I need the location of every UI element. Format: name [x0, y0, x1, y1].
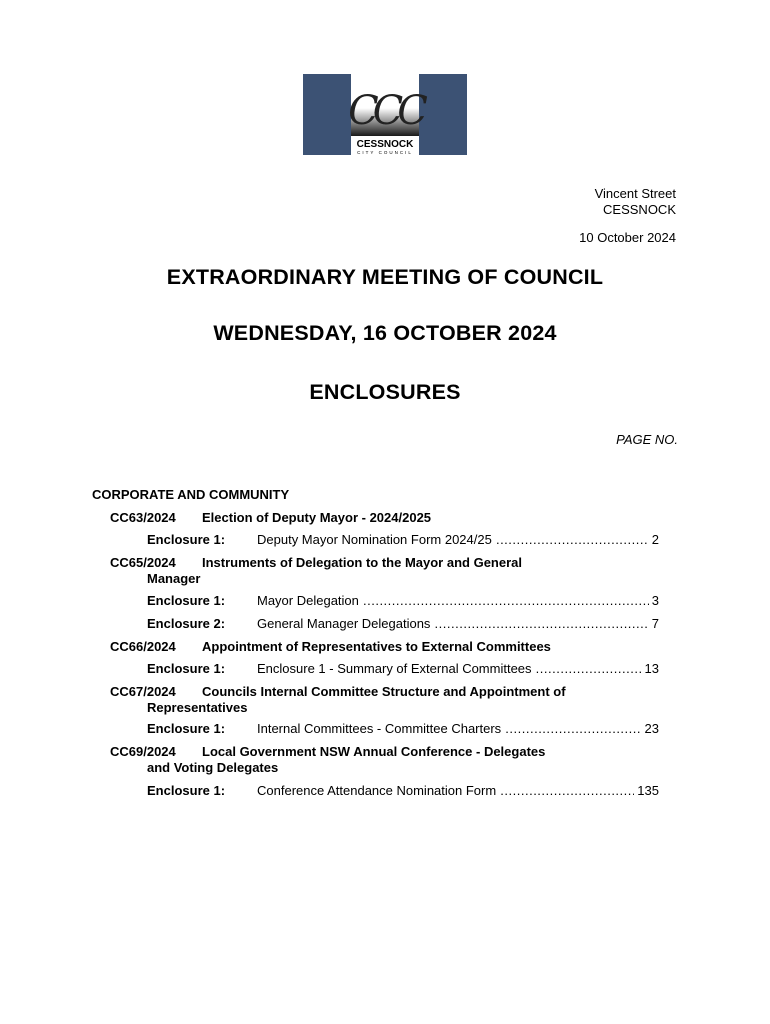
enclosure-page: 2: [651, 532, 659, 547]
item-code: CC66/2024: [110, 639, 176, 654]
enclosure-label: Enclosure 1:: [147, 593, 226, 608]
item-title: Local Government NSW Annual Conference - Delegates: [202, 744, 546, 759]
enclosure-label: Enclosure 1:: [147, 661, 226, 676]
item-title: Election of Deputy Mayor - 2024/2025: [202, 510, 432, 525]
enclosure-row[interactable]: [147, 661, 659, 677]
item-code: CC65/2024: [110, 555, 176, 570]
agenda-item: [110, 684, 590, 716]
enclosure-page: 7: [651, 616, 659, 631]
item-title: Instruments of Delegation to the Mayor and General: [202, 555, 522, 570]
logo-name: CESSNOCK: [356, 139, 414, 150]
item-title-continued: Manager: [147, 571, 201, 586]
logo-subtitle: CITY COUNCIL: [357, 150, 413, 155]
enclosure-page: 3: [651, 593, 659, 608]
enclosure-description: Enclosure 1 - Summary of External Committees .....: [257, 661, 642, 677]
item-title-continued: and Voting Delegates: [147, 760, 279, 775]
meeting-title: EXTRAORDINARY MEETING OF COUNCIL: [166, 265, 604, 289]
enclosure-label: Enclosure 1:: [147, 532, 226, 547]
page-no-label: PAGE NO.: [616, 432, 678, 447]
agenda-item: [110, 639, 590, 655]
address-block: [579, 186, 676, 246]
section-heading: CORPORATE AND COMMUNITY: [92, 487, 290, 502]
enclosure-description: Conference Attendance Nomination Form .....: [257, 783, 634, 799]
enclosure-page: 135: [637, 783, 659, 798]
item-title-continued: Representatives: [147, 700, 248, 715]
logo-mark: CCC: [348, 88, 422, 134]
agenda-item: [110, 510, 590, 526]
agenda-item: [110, 744, 590, 776]
enclosure-row[interactable]: [147, 593, 659, 609]
enclosure-row[interactable]: [147, 783, 659, 799]
enclosure-description: General Manager Delegations .....: [257, 616, 649, 632]
cessnock-city-council-logo: [303, 74, 467, 155]
street: Vincent Street: [594, 186, 676, 201]
item-title: Appointment of Representatives to External Committees: [202, 639, 551, 654]
enclosure-page: 13: [644, 661, 659, 676]
town: CESSNOCK: [603, 202, 676, 217]
enclosure-row[interactable]: [147, 616, 659, 632]
enclosure-description: Deputy Mayor Nomination Form 2024/25 .....: [257, 532, 649, 548]
enclosures-heading: ENCLOSURES: [309, 380, 461, 404]
enclosure-label: Enclosure 1:: [147, 783, 226, 798]
enclosure-row[interactable]: [147, 532, 659, 548]
agenda-item: [110, 555, 590, 587]
enclosure-page: 23: [644, 721, 659, 736]
item-code: CC63/2024: [110, 510, 176, 525]
enclosure-label: Enclosure 2:: [147, 616, 226, 631]
enclosure-description: Internal Committees - Committee Charters .....: [257, 721, 642, 737]
item-title: Councils Internal Committee Structure and Appointment of: [202, 684, 566, 699]
item-code: CC69/2024: [110, 744, 176, 759]
item-code: CC67/2024: [110, 684, 176, 699]
enclosure-row[interactable]: [147, 721, 659, 737]
enclosure-description: Mayor Delegation .....: [257, 593, 649, 609]
meeting-date: WEDNESDAY, 16 OCTOBER 2024: [213, 321, 557, 345]
enclosure-label: Enclosure 1:: [147, 721, 226, 736]
document-date: 10 October 2024: [579, 230, 676, 245]
